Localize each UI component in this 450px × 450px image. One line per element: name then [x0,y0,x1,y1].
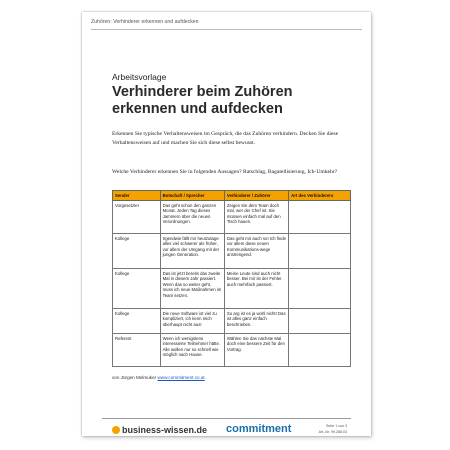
logo-dot-icon [112,426,120,434]
table-row [113,201,351,234]
table-header-row [113,191,351,201]
cell-sender: Referent [113,334,161,367]
cell-type[interactable] [289,269,351,309]
cell-type[interactable] [289,201,351,234]
commitment-logo: commitment [226,423,292,435]
cell-message: Das geht schon den ganzen Monat. Jeden Tag dieses Jammern über die neuen Verordnungen. [160,201,224,234]
table-row [113,269,351,309]
cell-sender: Kollege [113,309,161,334]
business-wissen-logo: business-wissen.de [122,425,208,435]
intro-paragraph: Erkennen Sie typische Verhaltensweisen im Gespräch, die das Zuhören verhindern. Decken Sie diese Verhaltensweisen auf und machen Sie sich diese selbst bewusst. [112,131,339,147]
table-row [113,334,351,367]
page-number: Seite 1 von 3 [326,424,347,428]
cell-sender: Kollege [113,234,161,269]
article-number: Art.-Nr. 99.288.03 [318,430,347,434]
header-divider [91,29,362,30]
header-sender: Sender [113,191,161,201]
header-response: Verhinderer / Zuhörer [224,191,288,201]
author-website-link[interactable]: www.commitment.co.at [157,375,205,380]
cell-response: Das geht mir auch so! Ich finde vor allem diese neuen Kommunikations-wege anstrengend. [224,234,288,269]
document-kicker: Arbeitsvorlage [112,72,167,82]
running-title: Zuhören: Verhinderer erkennen und aufdecken [91,19,199,25]
cell-type[interactable] [289,234,351,269]
cell-sender: Vorgesetzter [113,201,161,234]
author-credit [112,375,205,380]
table-row [113,309,351,334]
question-paragraph: Welche Verhinderer erkennen Sie in folgenden Aussagen? Ratschlag, Bagatellisierung, Ich-Umkehr? [112,169,338,175]
document-title: Verhinderer beim Zuhören erkennen und aufdecken [112,84,293,117]
cell-type[interactable] [289,334,351,367]
cell-message: Irgendwie fällt mir heutzutage alles viel schwerer als früher, vor allem der Umgang mit der jungen Generation. [160,234,224,269]
cell-type[interactable] [289,309,351,334]
header-message: Botschaft / Sprecher [160,191,224,201]
footer-divider [102,418,351,419]
cell-response: Zeigen Sie dem Team doch mal, wer der Chef ist. Sie müssen einfach mal auf den Tisch hauen. [224,201,288,234]
cell-sender: Kollege [113,269,161,309]
header-type: Art des Verhinderers [289,191,351,201]
cell-message: Die neue Software ist viel zu kompliziert, ich kenn mich überhaupt nicht aus! [160,309,224,334]
cell-message: Wenn ich wenigstens interessierte Teilnehmer hätte. Alle wollen nur so schnell wie möglich nach Hause. [160,334,224,367]
exercise-table [112,190,351,367]
cell-response: Wählen Sie das nächste Mal doch eine bessere Zeit für den Vortrag. [224,334,288,367]
credit-text: von Jürgen Melmuker [112,375,158,380]
cell-response: So arg ist es ja wohl nicht! Das ist alles ganz einfach beschrieben. [224,309,288,334]
document-page [82,12,371,436]
table-row [113,234,351,269]
cell-response: Meine Leute sind auch nicht besser. Bei mir ist der Fehler auch mehrfach passiert. [224,269,288,309]
cell-message: Das ist jetzt bereits das zweite Mal in diesem Jahr passiert. Wenn das so weiter geht, muss ich neue Maßnahmen im Team setzen. [160,269,224,309]
